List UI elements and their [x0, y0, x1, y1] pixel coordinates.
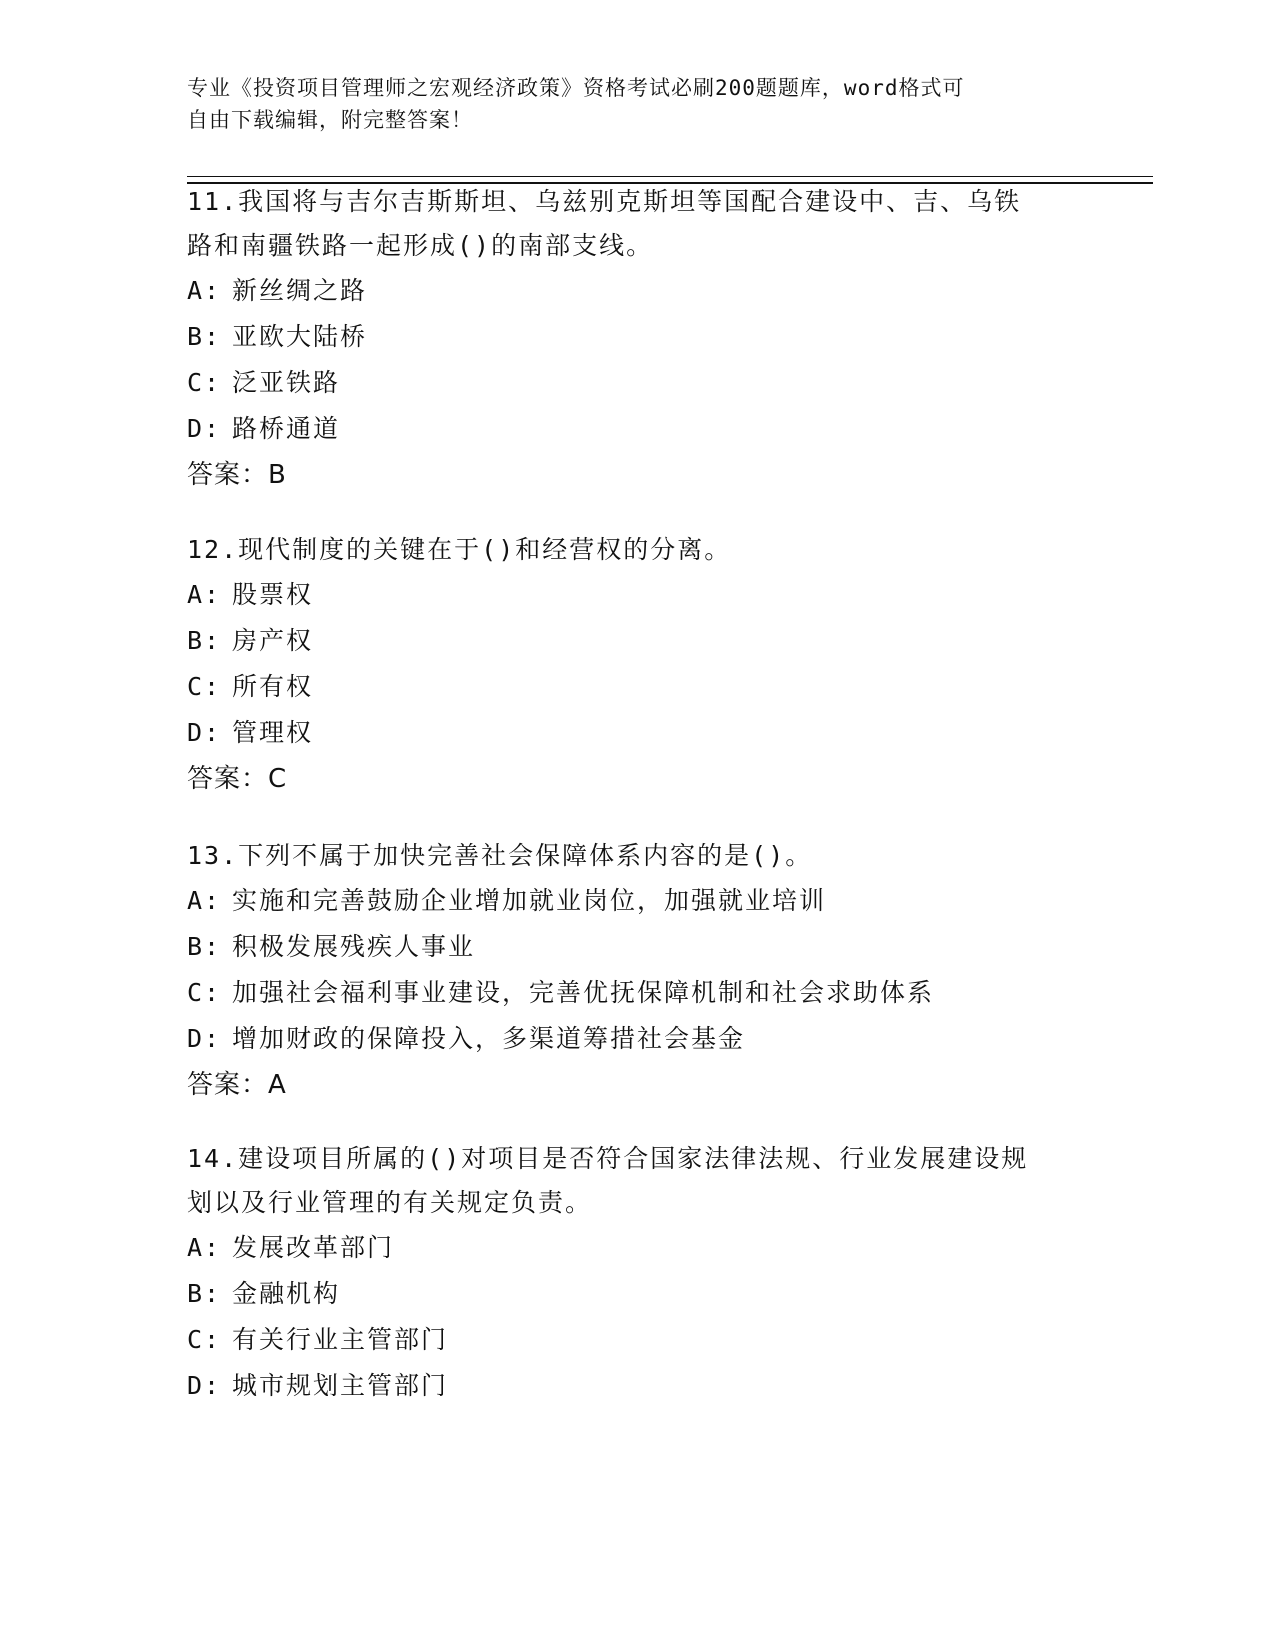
option-text: 新丝绸之路 — [232, 276, 368, 305]
option-key: D: — [187, 1371, 222, 1400]
option-text: 增加财政的保障投入，多渠道筹措社会基金 — [232, 1024, 746, 1053]
option-key: A: — [187, 276, 222, 305]
option-key: B: — [187, 322, 222, 351]
option-text: 城市规划主管部门 — [232, 1371, 449, 1400]
option-text: 房产权 — [232, 626, 314, 655]
option-text: 金融机构 — [232, 1279, 341, 1308]
option-b — [187, 924, 1087, 970]
option-key: D: — [187, 1024, 222, 1053]
option-key: B: — [187, 626, 222, 655]
option-text: 管理权 — [232, 718, 314, 747]
option-text: 所有权 — [232, 672, 314, 701]
option-c — [187, 970, 1087, 1016]
option-key: A: — [187, 580, 222, 609]
question-12 — [187, 528, 1087, 802]
header-line-1: 专业《投资项目管理师之宏观经济政策》资格考试必刷200题题库，word格式可 — [187, 76, 965, 100]
option-text: 路桥通道 — [232, 414, 341, 443]
option-b — [187, 1271, 1087, 1317]
option-text: 有关行业主管部门 — [232, 1325, 449, 1354]
stem-line: 划以及行业管理的有关规定负责。 — [187, 1188, 593, 1217]
option-key: B: — [187, 932, 222, 961]
option-key: A: — [187, 886, 222, 915]
option-b — [187, 618, 1087, 664]
question-13 — [187, 834, 1087, 1108]
option-key: C: — [187, 672, 222, 701]
option-text: 发展改革部门 — [232, 1233, 395, 1262]
option-key: B: — [187, 1279, 222, 1308]
stem-line: 路和南疆铁路一起形成()的南部支线。 — [187, 231, 654, 260]
option-text: 泛亚铁路 — [232, 368, 341, 397]
stem-line: 14.建设项目所属的()对项目是否符合国家法律法规、行业发展建设规 — [187, 1144, 1029, 1173]
question-stem — [187, 528, 1087, 572]
option-d — [187, 1363, 1087, 1409]
option-a — [187, 1225, 1087, 1271]
option-text: 加强社会福利事业建设，完善优抚保障机制和社会求助体系 — [232, 978, 935, 1007]
option-text: 积极发展残疾人事业 — [232, 932, 476, 961]
option-a — [187, 572, 1087, 618]
option-key: D: — [187, 718, 222, 747]
header-line-2: 自由下载编辑，附完整答案！ — [187, 108, 473, 132]
option-c — [187, 360, 1087, 406]
option-key: C: — [187, 368, 222, 397]
option-a — [187, 268, 1087, 314]
answer: 答案：B — [187, 460, 287, 490]
question-stem — [187, 834, 1087, 878]
option-text: 亚欧大陆桥 — [232, 322, 368, 351]
option-a — [187, 878, 1087, 924]
option-text: 实施和完善鼓励企业增加就业岗位，加强就业培训 — [232, 886, 827, 915]
stem-line: 12.现代制度的关键在于()和经营权的分离。 — [187, 535, 732, 564]
option-c — [187, 1317, 1087, 1363]
option-b — [187, 314, 1087, 360]
option-key: A: — [187, 1233, 222, 1262]
option-key: C: — [187, 978, 222, 1007]
option-key: C: — [187, 1325, 222, 1354]
stem-line: 13.下列不属于加快完善社会保障体系内容的是()。 — [187, 841, 813, 870]
option-text: 股票权 — [232, 580, 314, 609]
answer: 答案：A — [187, 1070, 287, 1100]
option-d — [187, 406, 1087, 452]
option-d — [187, 1016, 1087, 1062]
question-14 — [187, 1137, 1087, 1409]
question-11 — [187, 180, 1087, 498]
option-d — [187, 710, 1087, 756]
question-stem — [187, 1137, 1087, 1225]
stem-line: 11.我国将与吉尔吉斯斯坦、乌兹别克斯坦等国配合建设中、吉、乌铁 — [187, 187, 1022, 216]
option-c — [187, 664, 1087, 710]
option-key: D: — [187, 414, 222, 443]
answer: 答案：C — [187, 764, 288, 794]
document-header — [187, 72, 1087, 136]
question-stem — [187, 180, 1087, 268]
